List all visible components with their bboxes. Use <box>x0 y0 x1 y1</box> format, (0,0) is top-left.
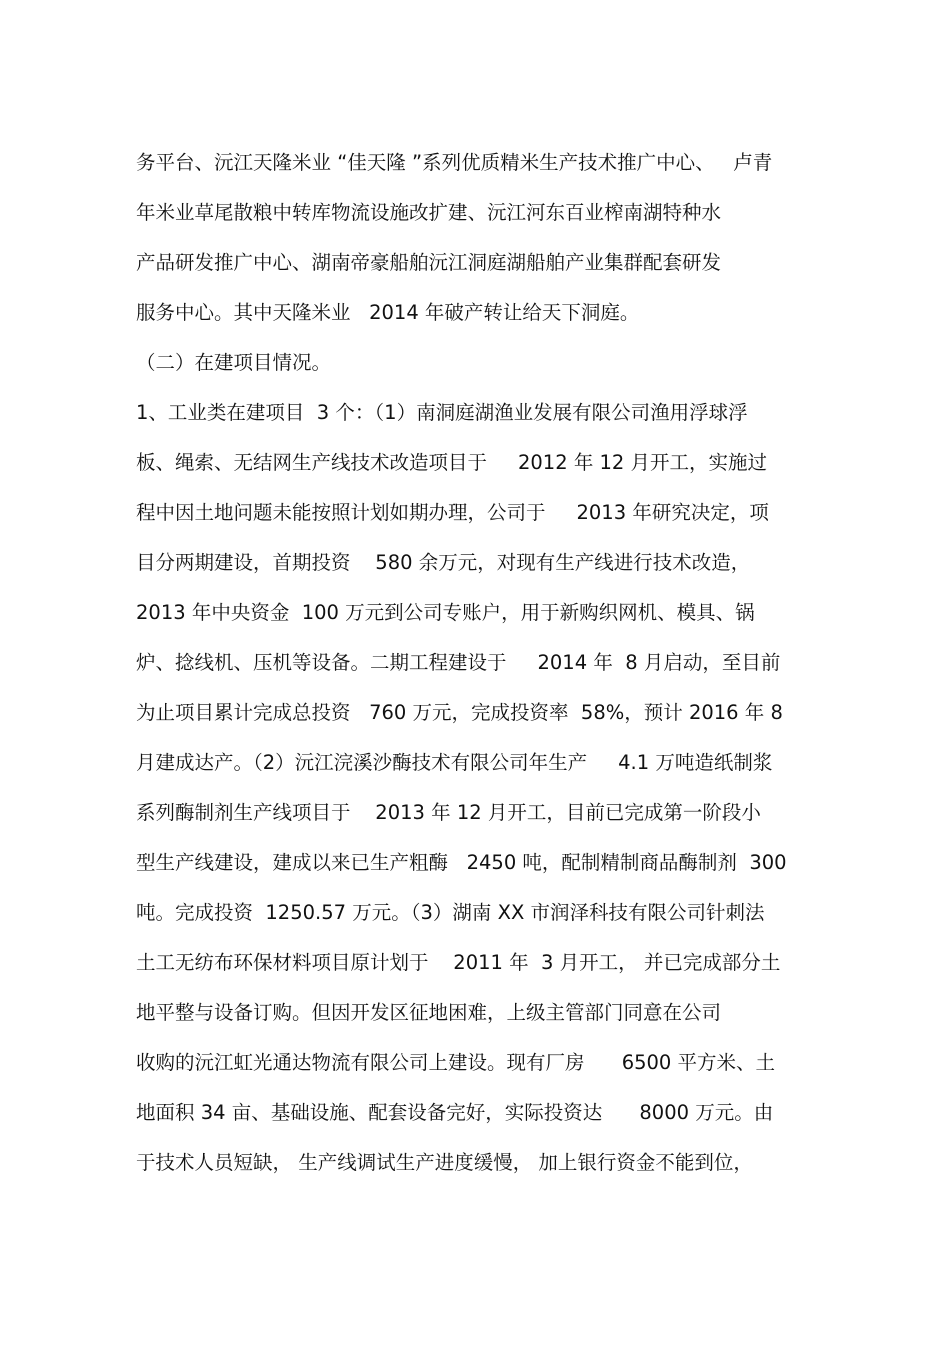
text-line: 土工无纺布环保材料项目原计划于 2011 年 3 月开工， 并已完成部分土 <box>136 951 781 974</box>
text-line: 为止项目累计完成总投资 760 万元，完成投资率 58%，预计 2016 年 8 <box>136 701 783 724</box>
text-line: 地平整与设备订购。但因开发区征地困难，上级主管部门同意在公司 <box>136 1001 722 1024</box>
text-line: 服务中心。其中天隆米业 2014 年破产转让给天下洞庭。 <box>136 301 640 324</box>
section-heading: （二）在建项目情况。 <box>136 351 332 374</box>
text-line: 产品研发推广中心、湖南帝豪船舶沅江洞庭湖船舶产业集群配套研发 <box>136 251 722 274</box>
text-line: 收购的沅江虹光通达物流有限公司上建设。现有厂房 6500 平方米、土 <box>136 1051 776 1074</box>
text-line: 程中因土地问题未能按照计划如期办理，公司于 2013 年研究决定，项 <box>136 501 769 524</box>
text-line: 1、工业类在建项目 3 个：（1）南洞庭湖渔业发展有限公司渔用浮球浮 <box>136 401 748 424</box>
text-line: 地面积 34 亩、基础设施、配套设备完好，实际投资达 8000 万元。由 <box>136 1101 774 1124</box>
text-line: 炉、捻线机、压机等设备。二期工程建设于 2014 年 8 月启动，至目前 <box>136 651 781 674</box>
text-line: 年米业草尾散粮中转库物流设施改扩建、沅江河东百业榨南湖特种水 <box>136 201 722 224</box>
document-body <box>136 138 826 1188</box>
text-line: 2013 年中央资金 100 万元到公司专账户，用于新购织网机、模具、锅 <box>136 601 755 624</box>
text-line: 系列酶制剂生产线项目于 2013 年 12 月开工，目前已完成第一阶段小 <box>136 801 761 824</box>
text-line: 月建成达产。（2）沅江浣溪沙酶技术有限公司年生产 4.1 万吨造纸制浆 <box>136 751 773 774</box>
text-line: 板、绳索、无结网生产线技术改造项目于 2012 年 12 月开工，实施过 <box>136 451 768 474</box>
text-line: 吨。完成投资 1250.57 万元。（3）湖南 XX 市润泽科技有限公司针刺法 <box>136 901 765 924</box>
text-line: 务平台、沅江天隆米业 “佳天隆 ”系列优质精米生产技术推广中心、 卢青 <box>136 151 773 174</box>
text-line: 型生产线建设，建成以来已生产粗酶 2450 吨，配制精制商品酶制剂 300 <box>136 851 787 874</box>
text-line: 于技术人员短缺， 生产线调试生产进度缓慢， 加上银行资金不能到位， <box>136 1151 753 1174</box>
text-line: 目分两期建设，首期投资 580 余万元，对现有生产线进行技术改造， <box>136 551 751 574</box>
